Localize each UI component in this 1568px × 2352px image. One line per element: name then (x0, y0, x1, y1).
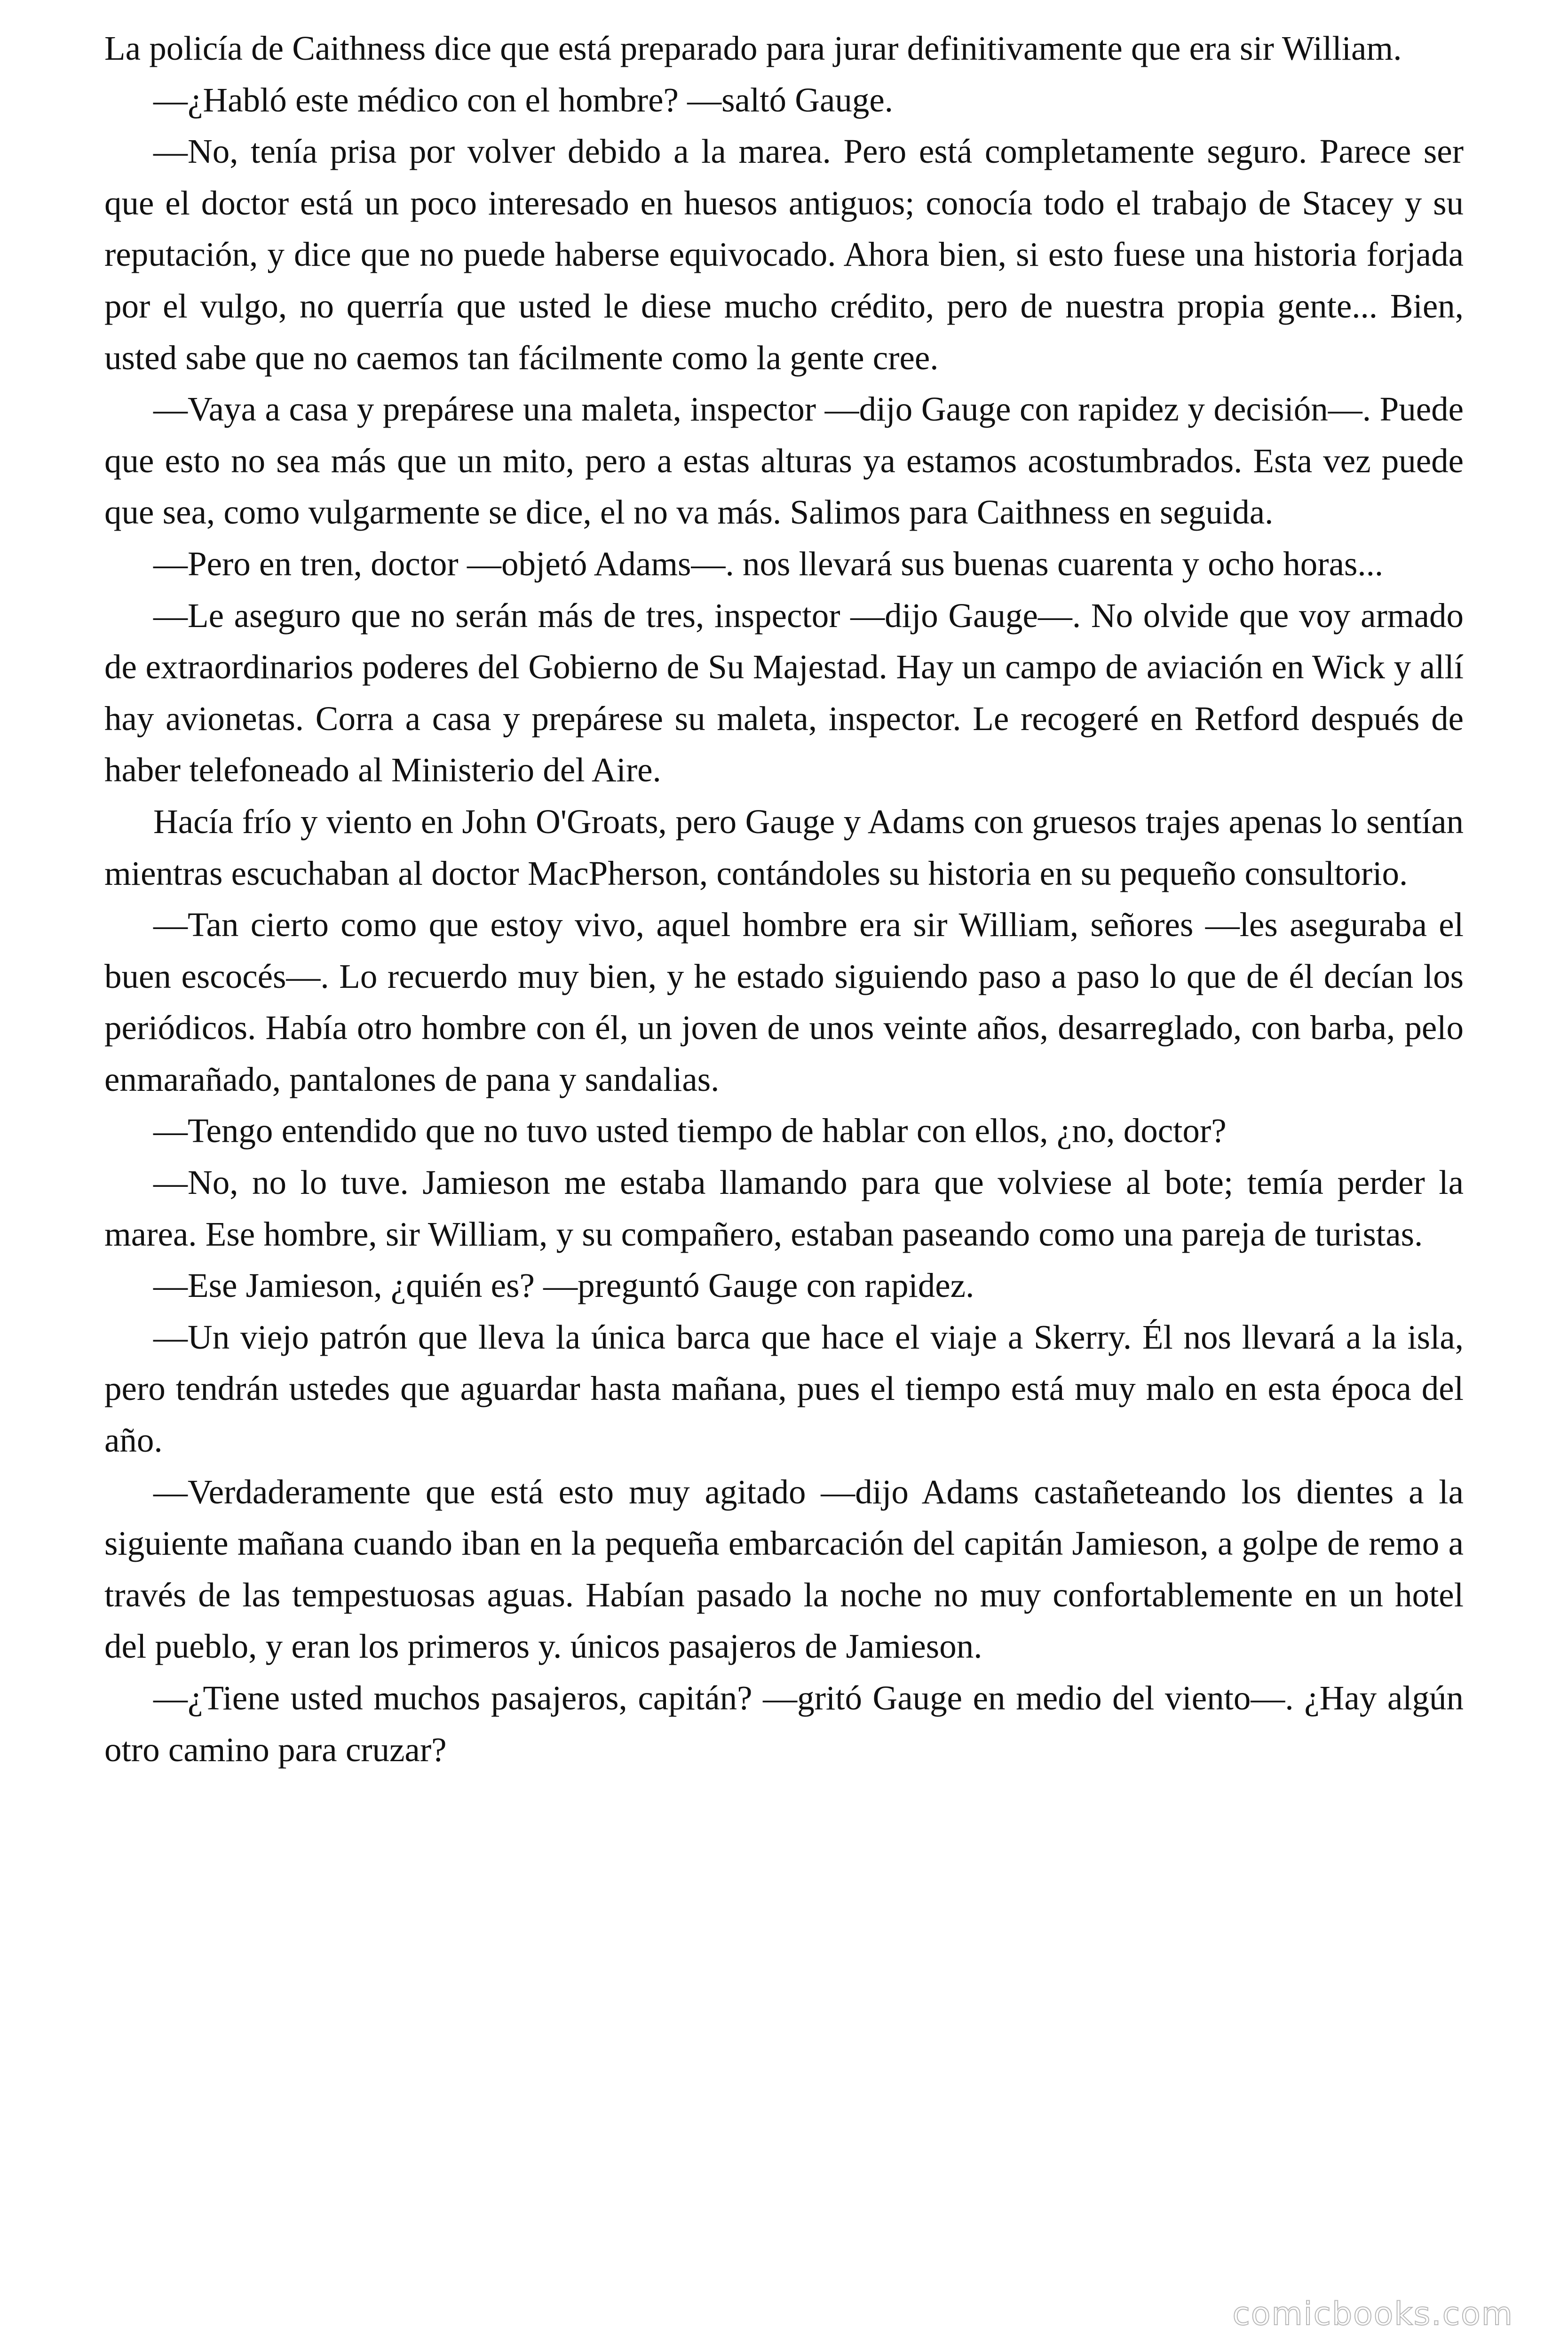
paragraph: —Verdaderamente que está esto muy agitado —dijo Adams castañeteando los dientes a la siguiente mañana cuando iban en la pequeña embarcación del capitán Jamieson, a golpe de remo a través de las tempestuosas aguas. Habían pasado la noche no muy confortablemente en un hotel del pueblo, y eran los primeros y. únicos pasajeros de Jamieson. (104, 1472, 1464, 1666)
paragraph: —¿Tiene usted muchos pasajeros, capitán? —gritó Gauge en medio del viento—. ¿Hay algún otro camino para cruzar? (104, 1679, 1464, 1769)
paragraph: —Le aseguro que no serán más de tres, inspector —dijo Gauge—. No olvide que voy armado de extraordinarios poderes del Gobierno de Su Majestad. Hay un campo de aviación en Wick y allí hay avionetas. Corra a casa y prepárese su maleta, inspector. Le recogeré en Retford después de haber telefoneado al Ministerio del Aire. (104, 596, 1464, 789)
paragraph: —Tengo entendido que no tuvo usted tiempo de hablar con ellos, ¿no, doctor? (153, 1112, 1227, 1150)
body-text (104, 23, 1464, 1775)
paragraph: —¿Habló este médico con el hombre? —saltó Gauge. (153, 80, 894, 119)
paragraph: —Ese Jamieson, ¿quién es? —preguntó Gauge con rapidez. (153, 1266, 974, 1305)
paragraph: —Vaya a casa y prepárese una maleta, inspector —dijo Gauge con rapidez y decisión—. Puede que esto no sea más que un mito, pero a estas alturas ya estamos acostumbrados. Esta vez puede que sea, como vulgarmente se dice, el no va más. Salimos para Caithness en seguida. (104, 390, 1464, 532)
paragraph: —Tan cierto como que estoy vivo, aquel hombre era sir William, señores —les aseguraba el buen escocés—. Lo recuerdo muy bien, y he estado siguiendo paso a paso lo que de él decían los periódicos. Había otro hombre con él, un joven de unos veinte años, desarreglado, con barba, pelo enmarañado, pantalones de pana y sandalias. (104, 906, 1464, 1098)
paragraph: —Pero en tren, doctor —objetó Adams—. nos llevará sus buenas cuarenta y ocho horas... (153, 544, 1384, 583)
paragraph: La policía de Caithness dice que está preparado para jurar definitivamente que era sir William. (104, 29, 1402, 67)
paragraph: —Un viejo patrón que lleva la única barca que hace el viaje a Skerry. Él nos llevará a la isla, pero tendrán ustedes que aguardar hasta mañana, pues el tiempo está muy malo en esta época del año. (104, 1318, 1464, 1460)
paragraph: —No, no lo tuve. Jamieson me estaba llamando para que volviese al bote; temía perder la marea. Ese hombre, sir William, y su compañero, estaban paseando como una pareja de turistas. (104, 1163, 1464, 1253)
paragraph: —No, tenía prisa por volver debido a la marea. Pero está completamente seguro. Parece ser que el doctor está un poco interesado en huesos antiguos; conocía todo el trabajo de Stacey y su reputación, y dice que no puede haberse equivocado. Ahora bien, si esto fuese una historia forjada por el vulgo, no querría que usted le diese mucho crédito, pero de nuestra propia gente... Bien, usted sabe que no caemos tan fácilmente como la gente cree. (104, 132, 1464, 377)
watermark: comicbooks.com (1232, 2296, 1513, 2333)
paragraph: Hacía frío y viento en John O'Groats, pero Gauge y Adams con gruesos trajes apenas lo sentían mientras escuchaban al doctor MacPherson, contándoles su historia en su pequeño consultorio. (104, 802, 1464, 892)
